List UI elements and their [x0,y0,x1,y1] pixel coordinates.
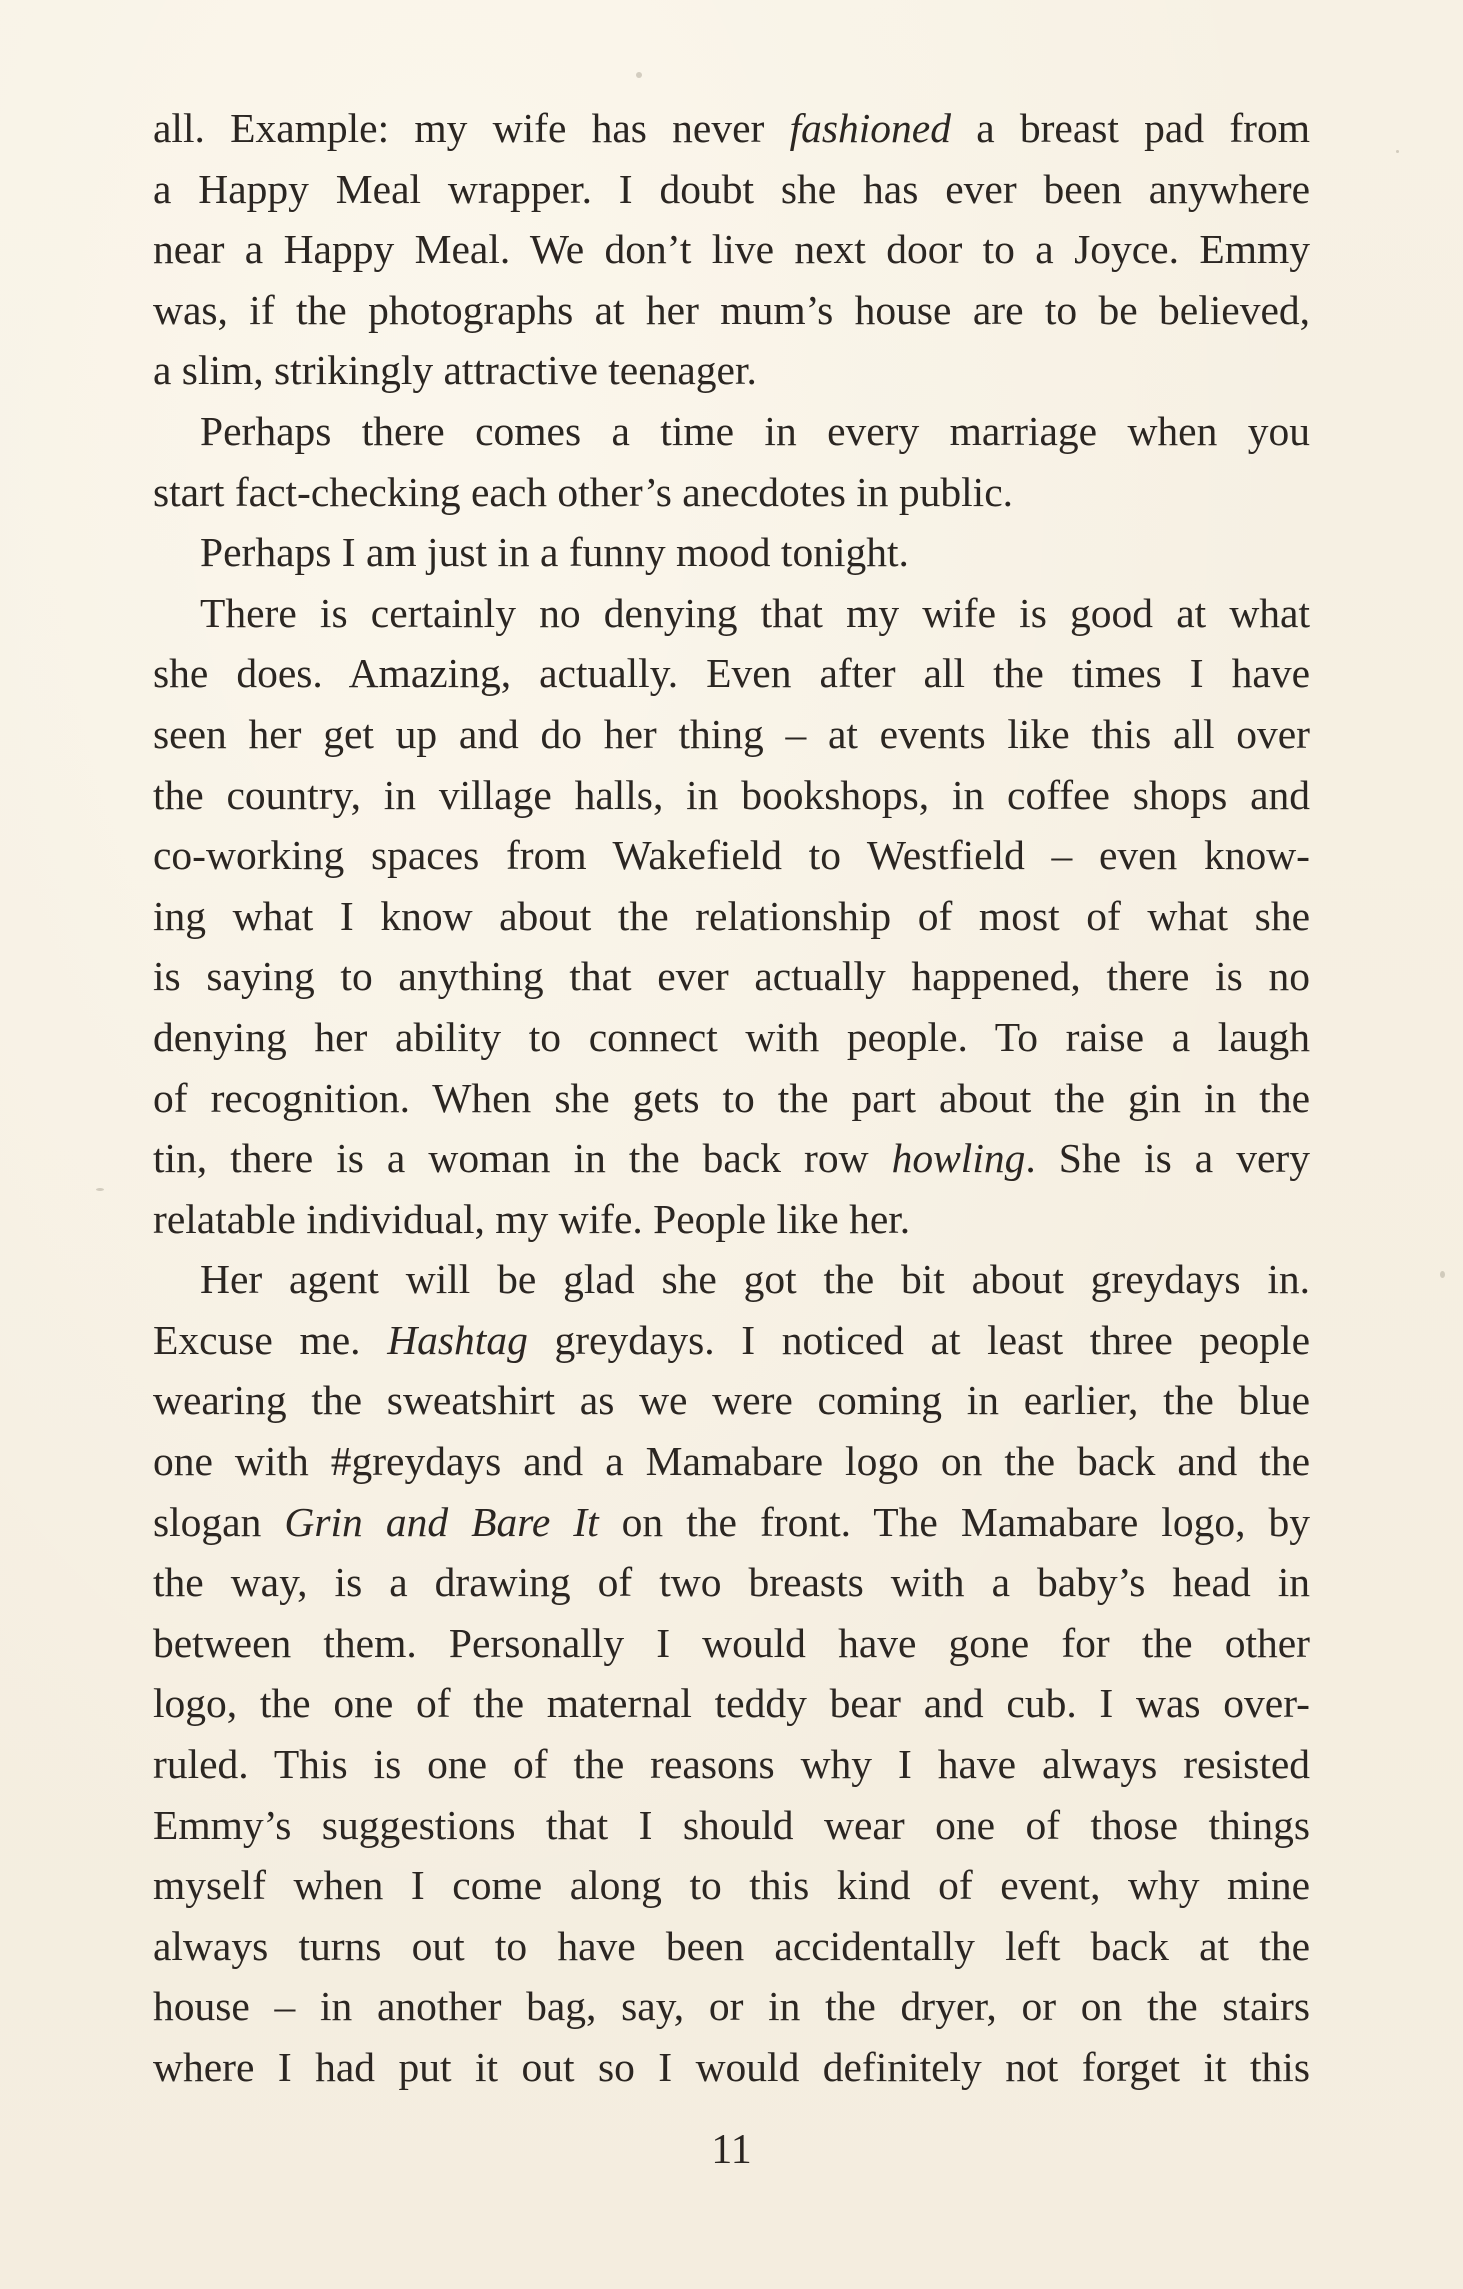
text-run: greydays. I noticed at least three people [527,1316,1310,1363]
page-number: 11 [711,2127,752,2173]
text-line [153,1673,1310,1734]
text-line [153,1068,1310,1129]
text-run: start fact-checking each other’s anecdotes in public. [153,468,1013,515]
text-line [153,1916,1310,1977]
text-line [153,1492,1310,1553]
text-run: was, if the photographs at her mum’s house are to be believed, [153,286,1310,333]
text-run: denying her ability to connect with people. To raise a laugh [153,1013,1310,1060]
text-run: wearing the sweatshirt as we were coming in earlier, the blue [153,1377,1310,1424]
italic-run: howling [891,1135,1026,1182]
text-line [153,522,1310,583]
text-line [153,1007,1310,1068]
text-run: of recognition. When she gets to the part about the gin in the [153,1074,1310,1121]
text-line [153,401,1310,462]
paper-speck [96,1188,104,1191]
text-run: seen her get up and do her thing – at events like this all over [153,710,1310,757]
body-text [153,98,1310,2098]
paragraph [153,522,1310,583]
text-line [153,1189,1310,1250]
text-run: all. Example: my wife has never [153,105,790,151]
italic-run: fashioned [789,105,951,151]
text-run: Perhaps there comes a time in every marriage when you [200,407,1310,454]
text-run: where I had put it out so I would definitely not forget it this [153,2044,1310,2090]
italic-run: Grin and Bare It [284,1498,599,1545]
text-run: a breast pad from [950,105,1310,151]
text-run: one with #greydays and a Mamabare logo on the back and the [153,1438,1310,1485]
text-run: on the front. The Mamabare logo, by [598,1498,1310,1545]
text-line [153,765,1310,826]
text-line [153,704,1310,765]
text-run: co-working spaces from Wakefield to Westfield – even know- [153,832,1310,879]
text-run: Her agent will be glad she got the bit about greydays in. [200,1256,1310,1303]
text-run: is saying to anything that ever actually happened, there is no [153,953,1310,1000]
paragraph [153,583,1310,1250]
paper-speck [1396,150,1399,153]
text-run: Emmy’s suggestions that I should wear one of those things [153,1801,1310,1848]
text-line [153,643,1310,704]
text-run: the way, is a drawing of two breasts with a baby’s head in [153,1559,1310,1606]
text-line [153,1855,1310,1916]
text-run: always turns out to have been accidentally left back at the [153,1922,1310,1969]
text-line [153,1734,1310,1795]
text-run: relatable individual, my wife. People like her. [153,1195,911,1242]
text-line [153,825,1310,886]
text-run: Excuse me. [153,1316,388,1363]
text-line [153,1249,1310,1310]
text-run: myself when I come along to this kind of event, why mine [153,1862,1310,1909]
text-line [153,1976,1310,2037]
paper-speck [1440,1271,1445,1278]
text-line [153,1431,1310,1492]
text-line [153,1795,1310,1856]
text-run: she does. Amazing, actually. Even after all the times I have [153,650,1310,697]
text-run: between them. Personally I would have gone for the other [153,1619,1310,1666]
text-line [153,159,1310,220]
paragraph [153,98,1310,401]
text-run: slogan [153,1498,285,1545]
text-run: Perhaps I am just in a funny mood tonight. [200,529,909,576]
text-run: near a Happy Meal. We don’t live next door to a Joyce. Emmy [153,226,1310,273]
text-line [153,1613,1310,1674]
text-run: logo, the one of the maternal teddy bear and cub. I was over- [153,1680,1310,1727]
text-run: a slim, strikingly attractive teenager. [153,347,757,394]
text-line [153,1128,1310,1189]
italic-run: Hashtag [387,1316,528,1363]
text-run: ruled. This is one of the reasons why I have always resisted [153,1741,1310,1788]
text-run: house – in another bag, say, or in the dryer, or on the stairs [153,1983,1310,2030]
text-line [153,280,1310,341]
paper-speck [636,72,642,78]
text-line [153,583,1310,644]
text-run: a Happy Meal wrapper. I doubt she has ever been anywhere [153,165,1310,212]
text-line [153,219,1310,280]
text-line [153,340,1310,401]
text-line [153,946,1310,1007]
text-line [153,1370,1310,1431]
text-line [153,98,1310,159]
text-run: the country, in village halls, in bookshops, in coffee shops and [153,771,1310,818]
text-line [153,1310,1310,1371]
text-run: ing what I know about the relationship of most of what she [153,892,1310,939]
text-line [153,462,1310,523]
text-run: . She is a very [1025,1135,1310,1182]
paragraph [153,401,1310,522]
text-run: tin, there is a woman in the back row [153,1135,892,1182]
paragraph [153,1249,1310,2097]
text-line [153,1552,1310,1613]
text-line [153,2037,1310,2098]
text-line [153,886,1310,947]
text-run: There is certainly no denying that my wife is good at what [200,589,1310,636]
